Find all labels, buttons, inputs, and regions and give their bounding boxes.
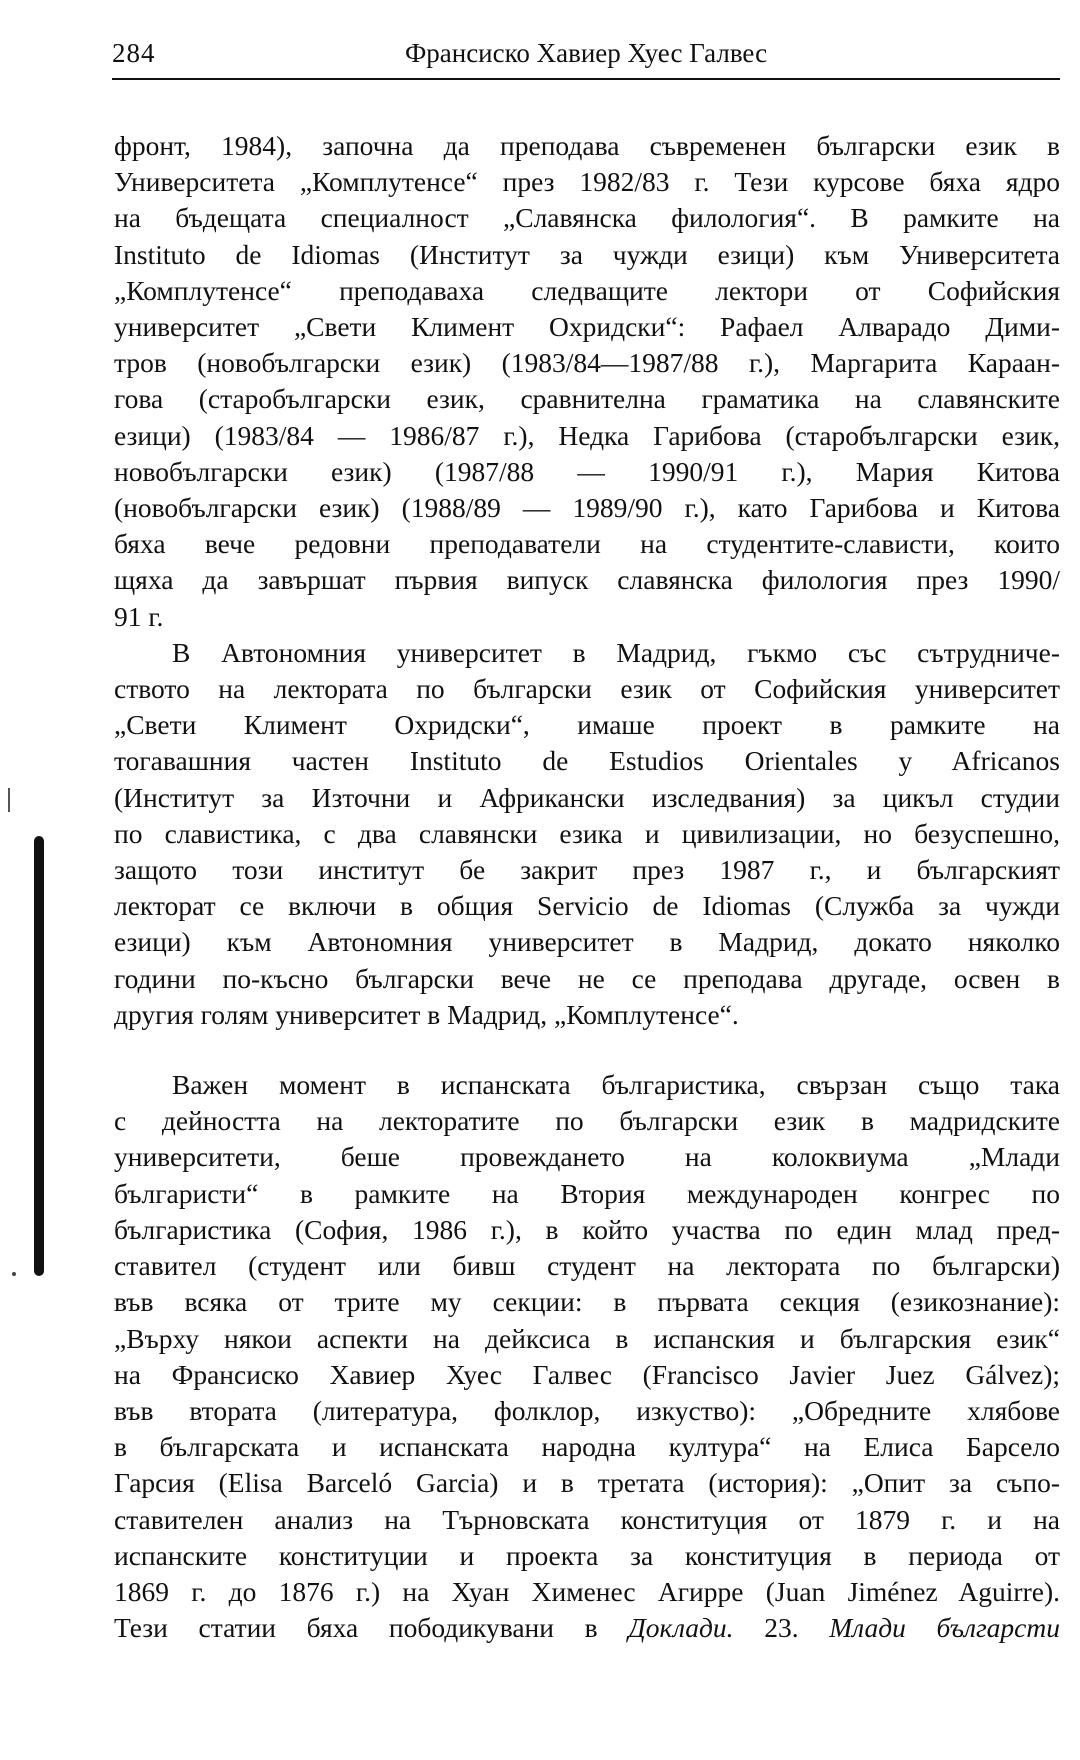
- text-line: университет „Свети Климент Охридски“: Рафаел Алварадо Дими-: [114, 311, 1060, 343]
- text-line: езици) (1983/84 — 1986/87 г.), Недка Гарибова (старобългарски език,: [114, 419, 1060, 451]
- margin-scan-bar: [34, 836, 44, 1276]
- text-line: по славистика, с два славянски езика и цивилизации, но безуспешно,: [114, 817, 1060, 849]
- paragraph-gap: [114, 1033, 1060, 1067]
- text-line: българистика (София, 1986 г.), в който участва по един млад пред-: [114, 1213, 1060, 1245]
- text-line: [114, 1610, 1060, 1646]
- text-line: на бъдещата специалност „Славянска филология“. В рамките на: [114, 202, 1060, 234]
- text-line: Университета „Комплутенсе“ през 1982/83 г. Тези курсове бяха ядро: [114, 166, 1060, 198]
- paragraph: [114, 1067, 1060, 1646]
- text-line: 1869 г. до 1876 г.) на Хуан Хименес Агирре (Juan Jiménez Aguirre).: [114, 1575, 1060, 1607]
- text-line: испанските конституции и проекта за конституция в периода от: [114, 1539, 1060, 1571]
- text-line: бяха вече редовни преподаватели на студентите-слависти, които: [114, 528, 1060, 560]
- text-line: другия голям университет в Мадрид, „Комплутенсе“.: [114, 998, 739, 1030]
- body-text: [114, 128, 1060, 1646]
- text-line: (Институт за Източни и Африкански изследвания) за цикъл студии: [114, 781, 1060, 813]
- text-line: българисти“ в рамките на Втория международен конгрес по: [114, 1177, 1060, 1209]
- text-line: защото този институт бе закрит през 1987 г., и българският: [114, 854, 1060, 886]
- text-line: в българската и испанската народна култура“ на Елиса Барсело: [114, 1431, 1060, 1463]
- text-line: ставителен анализ на Търновската конституция от 1879 г. и на: [114, 1503, 1060, 1535]
- paragraph: [114, 635, 1060, 1033]
- text-run: 23.: [733, 1612, 830, 1644]
- text-line: университети, беше провеждането на колоквиума „Млади: [114, 1141, 1060, 1173]
- text-line: Instituto de Idiomas (Институт за чужди езици) към Университета: [114, 238, 1060, 270]
- italic-title: Доклади.: [628, 1612, 734, 1644]
- page-number: 284: [112, 38, 156, 68]
- text-line: ството на лектората по български език от Софийския университет: [114, 673, 1060, 705]
- text-run: Тези статии бяха пободикувани в: [114, 1612, 629, 1644]
- text-line: тров (новобългарски език) (1983/84—1987/88 г.), Маргарита Караан-: [114, 347, 1060, 379]
- text-line: „Върху някои аспекти на дейксиса в испанския и българския език“: [114, 1322, 1060, 1354]
- text-line: щяха да завършат първия випуск славянска филология през 1990/: [114, 564, 1060, 596]
- text-line: новобългарски език) (1987/88 — 1990/91 г.), Мария Китова: [114, 455, 1060, 487]
- margin-dot: [12, 1272, 16, 1276]
- text-line: с дейността на лекторатите по български език в мадридските: [114, 1105, 1060, 1137]
- text-line: на Франсиско Хавиер Хуес Галвес (Francisco Javier Juez Gálvez);: [114, 1358, 1060, 1390]
- paragraph: [114, 128, 1060, 635]
- text-line: ставител (студент или бивш студент на лектората по български): [114, 1250, 1060, 1282]
- text-line: (новобългарски език) (1988/89 — 1989/90 г.), като Гарибова и Китова: [114, 492, 1060, 524]
- margin-mark: [8, 788, 10, 812]
- text-line: във всяка от трите му секции: в първата секция (езикознание):: [114, 1286, 1060, 1318]
- text-line: 91 г.: [114, 600, 164, 632]
- text-line: „Комплутенсе“ преподаваха следващите лектори от Софийския: [114, 274, 1060, 306]
- text-line: Гарсия (Elisa Barceló Garcia) и в третата (история): „Опит за съпо-: [114, 1467, 1060, 1499]
- text-line: лекторат се включи в общия Servicio de Idiomas (Служба за чужди: [114, 890, 1060, 922]
- running-header: [112, 36, 1060, 80]
- text-line: тогавашния частен Instituto de Estudios Orientales y Africanos: [114, 745, 1060, 777]
- text-line: Важен момент в испанската българистика, свързан също така: [172, 1069, 1060, 1101]
- running-title: Франсиско Хавиер Хуес Галвес: [404, 38, 768, 68]
- text-line: години по-късно български вече не се преподава другаде, освен в: [114, 962, 1060, 994]
- text-line: във втората (литература, фолклор, изкуство): „Обредните хлябове: [114, 1394, 1060, 1426]
- text-line: „Свети Климент Охридски“, имаше проект в рамките на: [114, 709, 1060, 741]
- text-line: езици) към Автономния университет в Мадрид, докато няколко: [114, 926, 1060, 958]
- text-line: фронт, 1984), започна да преподава съвременен български език в: [114, 130, 1060, 161]
- text-line: гова (старобългарски език, сравнителна граматика на славянските: [114, 383, 1060, 415]
- italic-title: Млади българсти: [829, 1612, 1060, 1644]
- text-line: В Автономния университет в Мадрид, гъкмо със сътрудниче-: [172, 636, 1060, 668]
